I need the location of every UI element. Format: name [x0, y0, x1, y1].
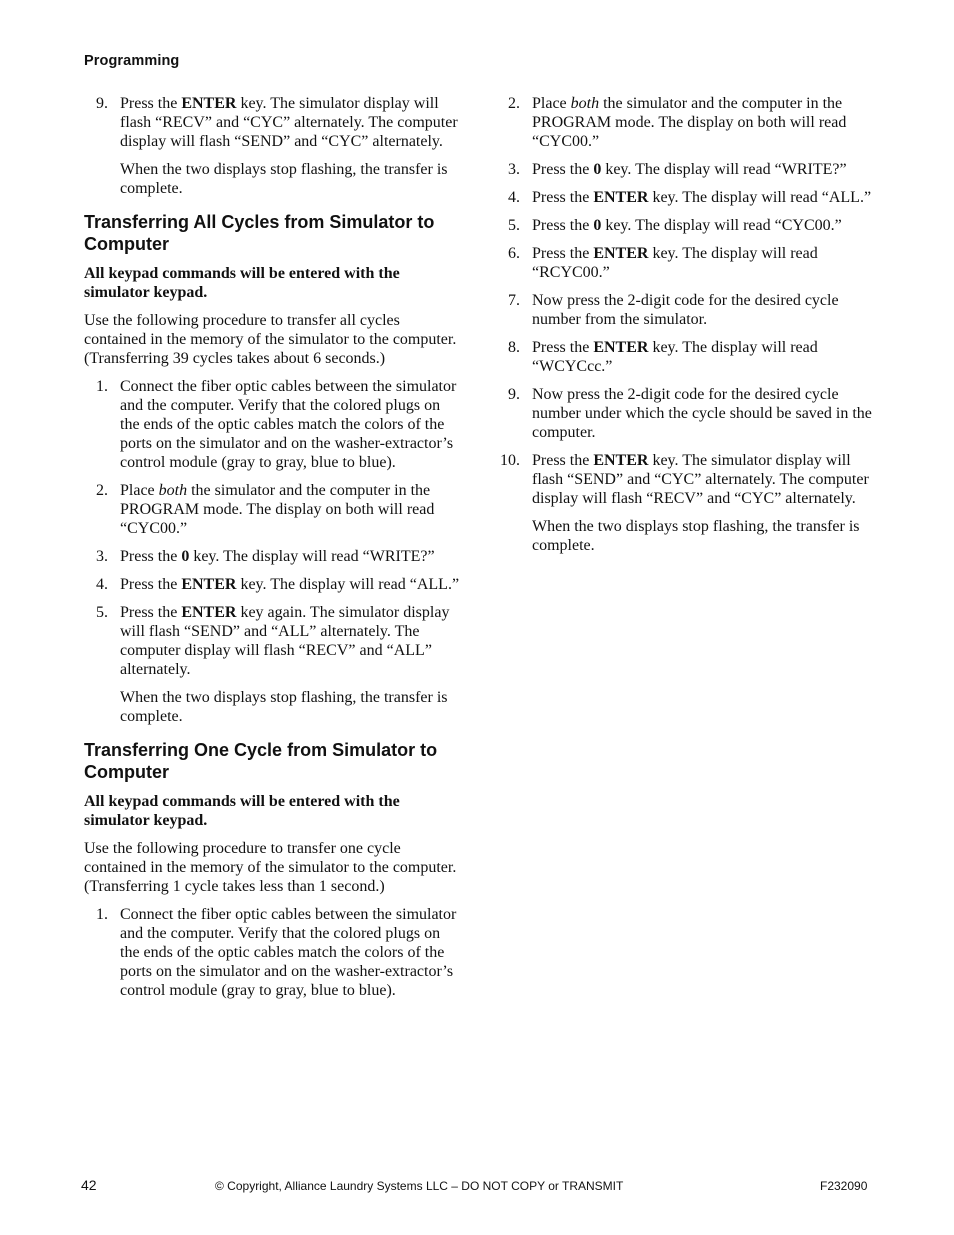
step-3: 3. Press the 0 key. The display will read “WRITE?”: [508, 161, 847, 178]
step-4: 4. Press the ENTER key. The display will read “ALL.”: [508, 189, 872, 206]
copyright-notice: © Copyright, Alliance Laundry Systems LLC – DO NOT COPY or TRANSMIT: [215, 1179, 624, 1193]
step-9: 9. Press the ENTER key. The simulator display will flash “RECV” and “CYC” alternately. The computer display will flash “SEND” and “CYC” alternately.: [96, 95, 458, 150]
section-label: Programming: [84, 53, 180, 69]
step-9: 9. Now press the 2-digit code for the desired cycle number under which the cycle should be saved in the computer.: [508, 386, 872, 441]
step-1: 1. Connect the fiber optic cables between the simulator and the computer. Verify that the colored plugs on the ends of the optic cables match the colors of the ports on the simulator and on the washer-extractor’s control module (gray to gray, blue to blue).: [96, 906, 457, 999]
intro-paragraph: Use the following procedure to transfer one cycle contained in the memory of the simulator to the computer. (Transferring 1 cycle takes less than 1 second.): [84, 840, 457, 895]
step-3: 3. Press the 0 key. The display will read “WRITE?”: [96, 548, 435, 565]
step-2: 2. Place both the simulator and the computer in the PROGRAM mode. The display on both will read “CYC00.”: [508, 95, 847, 150]
step-10: 10. Press the ENTER key. The simulator display will flash “SEND” and “CYC” alternately. The computer display will flash “RECV” and “CYC” alternately.: [500, 452, 869, 507]
right-column: [496, 94, 874, 564]
keypad-note: All keypad commands will be entered with the simulator keypad.: [84, 265, 400, 301]
section-heading-all-cycles: Transferring All Cycles from Simulator to Computer: [84, 212, 435, 254]
step-1: 1. Connect the fiber optic cables between the simulator and the computer. Verify that the colored plugs on the ends of the optic cables match the colors of the ports on the simulator and on the washer-extractor’s control module (gray to gray, blue to blue).: [96, 378, 457, 471]
step-4: 4. Press the ENTER key. The display will read “ALL.”: [96, 576, 460, 593]
section-heading-one-cycle: Transferring One Cycle from Simulator to Computer: [84, 740, 438, 782]
step-8: 8. Press the ENTER key. The display will read “WCYCcc.”: [508, 339, 818, 375]
step-9-note: When the two displays stop flashing, the transfer is complete.: [120, 161, 448, 197]
left-column: [84, 94, 460, 1009]
step-5: 5. Press the 0 key. The display will read “CYC00.”: [508, 217, 842, 234]
step-5-note: When the two displays stop flashing, the transfer is complete.: [120, 689, 448, 725]
step-5: 5. Press the ENTER key again. The simulator display will flash “SEND” and “ALL” alternately. The computer display will flash “RECV” and “ALL” alternately.: [96, 604, 450, 678]
intro-paragraph: Use the following procedure to transfer all cycles contained in the memory of the simulator to the computer. (Transferring 39 cycles takes about 6 seconds.): [84, 312, 457, 367]
page-number: 42: [81, 1177, 97, 1193]
document-number: F232090: [820, 1179, 868, 1193]
step-7: 7. Now press the 2-digit code for the desired cycle number from the simulator.: [508, 292, 839, 328]
keypad-note: All keypad commands will be entered with the simulator keypad.: [84, 793, 400, 829]
step-6: 6. Press the ENTER key. The display will read “RCYC00.”: [508, 245, 818, 281]
step-10-note: When the two displays stop flashing, the transfer is complete.: [532, 518, 860, 554]
step-2: 2. Place both the simulator and the computer in the PROGRAM mode. The display on both will read “CYC00.”: [96, 482, 435, 537]
